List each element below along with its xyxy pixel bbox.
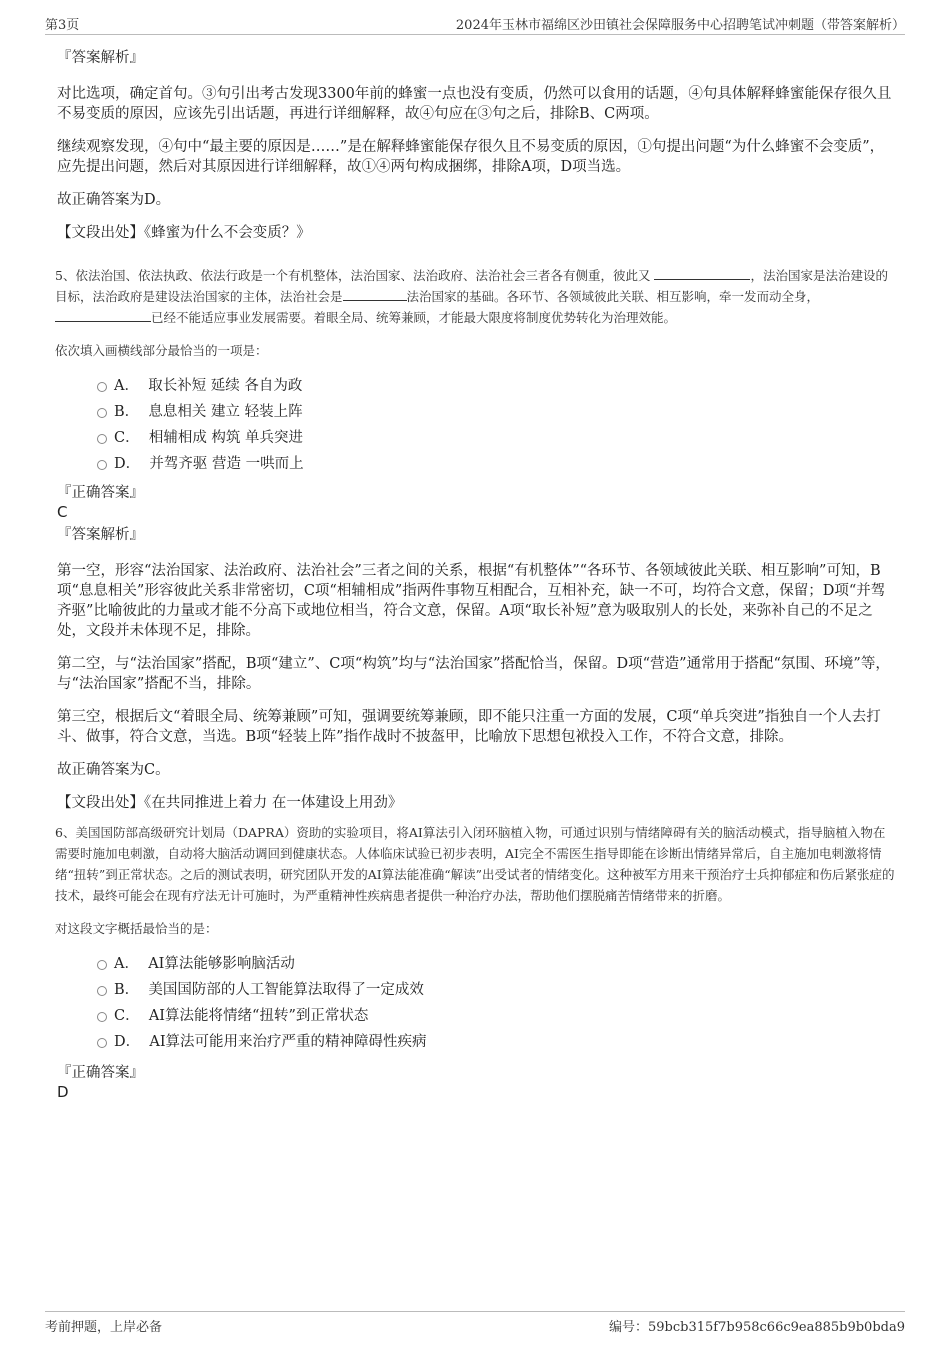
q5-prompt: 依次填入画横线部分最恰当的一项是： [55,343,268,358]
fill-blank-3 [55,307,151,322]
q5-option-d[interactable]: D． 并驾齐驱 营造 一哄而上 [57,451,897,477]
q6-option-a[interactable]: A． AI算法能够影响脑活动 [57,951,897,977]
q5-analysis-para1: 第一空，形容“法治国家、法治政府、法治社会”三者之间的关系，根据“有机整体”“各环节、各领域彼此关联、相互影响”可知，B项“息息相关”形容彼此关系非常密切，C项“相辅相成”指两件事物互相配合，互相补充，缺一不可，均符合文意，保留；D项“并驾齐驱”比喻彼此的力量或才能不分高下或地位相当，符合文意，保留。A项“取长补短”意为吸取别人的长处，来弥补自己的不足之处，文段并未体现不足，排除。 [57,563,886,639]
q5-correct-answer: C [57,503,68,521]
q6-correct-answer: D [57,1083,69,1101]
q6-option-b[interactable]: B． 美国国防部的人工智能算法取得了一定成效 [57,977,897,1003]
fill-blank-1 [654,265,750,280]
radio-button[interactable] [97,382,107,392]
footer-slogan: 考前押题，上岸必备 [45,1320,163,1335]
fill-blank-2 [343,286,407,301]
q4-analysis-para2: 继续观察发现，④句中“最主要的原因是……”是在解释蜂蜜能保存很久且不易变质的原因，①句提出问题“为什么蜂蜜不会变质”，应先提出问题，然后对其原因进行详细解释，故①④两句构成捆绑，排除A项，D项当选。 [57,139,885,175]
page-number: 第3页 [45,18,80,33]
q5-stem: 5、依法治国、依法执政、依法行政是一个有机整体，法治国家、法治政府、法治社会三者各有侧重，彼此又 ，法治国家是法治建设的目标，法治政府是建设法治国家的主体，法治社会是 法治国家的基础。各环节、各领域彼此关联、相互影响，牵一发而动全身，已经不能适应事业发展需要。着眼全局、统筹兼顾，才能最大限度将制度优势转化为治理效能。 [55,265,897,328]
q4-analysis-para1: 对比选项，确定首句。③句引出考古发现3300年前的蜂蜜一点也没有变质，仍然可以食用的话题，④句具体解释蜂蜜能保存很久且不易变质的原因，应该先引出话题，再进行详细解释，故④句应在③句之后，排除B、C两项。 [57,86,892,122]
q5-options [57,373,897,477]
radio-button[interactable] [97,1038,107,1048]
q5-analysis-heading: 『答案解析』 [57,527,144,543]
radio-button[interactable] [97,960,107,970]
q6-stem: 6、美国国防部高级研究计划局（DAPRA）资助的实验项目，将AI算法引入闭环脑植入物，可通过识别与情绪障碍有关的脑活动模式，指导脑植入物在需要时施加电刺激，自动将大脑活动调回到健康状态。人体临床试验已初步表明，AI完全不需医生指导即能在诊断出情绪异常后，自主施加电刺激将情绪“扭转”到正常状态。之后的测试表明，研究团队开发的AI算法能准确“解读”出受试者的情绪变化。这种被军方用来干预治疗士兵抑郁症和伤后紧张症的技术，最终可能会在现有疗法无计可施时，为严重精神性疾病患者提供一种治疗办法，帮助他们摆脱痛苦情绪带来的折磨。 [55,825,895,903]
q5-correct-heading: 『正确答案』 [57,485,144,501]
q5-conclusion: 故正确答案为C。 [57,762,170,778]
q4-source: 【文段出处】《蜂蜜为什么不会变质？》 [57,225,311,241]
q6-options [57,951,897,1055]
q6-correct-heading: 『正确答案』 [57,1065,144,1081]
q5-option-c[interactable]: C． 相辅相成 构筑 单兵突进 [57,425,897,451]
page-header [45,14,905,35]
q5-option-b[interactable]: B． 息息相关 建立 轻装上阵 [57,399,897,425]
radio-button[interactable] [97,434,107,444]
q6-option-d[interactable]: D． AI算法可能用来治疗严重的精神障碍性疾病 [57,1029,897,1055]
q6-option-c[interactable]: C． AI算法能将情绪“扭转”到正常状态 [57,1003,897,1029]
q6-prompt: 对这段文字概括最恰当的是： [55,921,218,936]
document-serial: 编号：59bcb315f7b958c66c9ea885b9b0bda9 [609,1320,905,1335]
radio-button[interactable] [97,1012,107,1022]
q5-source: 【文段出处】《在共同推进上着力 在一体建设上用劲》 [57,795,403,811]
q5-option-a[interactable]: A． 取长补短 延续 各自为政 [57,373,897,399]
page-footer [45,1311,905,1334]
radio-button[interactable] [97,460,107,470]
document-title: 2024年玉林市福绵区沙田镇社会保障服务中心招聘笔试冲刺题（带答案解析） [455,18,905,33]
q5-analysis-para2: 第二空，与“法治国家”搭配，B项“建立”、C项“构筑”均与“法治国家”搭配恰当，保留。D项“营造”通常用于搭配“氛围、环境”等，与“法治国家”搭配不当，排除。 [57,656,890,692]
radio-button[interactable] [97,408,107,418]
q5-analysis-para3: 第三空，根据后文“着眼全局、统筹兼顾”可知，强调要统筹兼顾，即不能只注重一方面的发展，C项“单兵突进”指独自一个人去打斗、做事，符合文意，当选。B项“轻装上阵”指作战时不披盔甲，比喻放下思想包袱投入工作，不符合文意，排除。 [57,709,881,745]
radio-button[interactable] [97,986,107,996]
q4-conclusion: 故正确答案为D。 [57,192,171,208]
page-content [57,44,897,1101]
q4-analysis-heading: 『答案解析』 [57,50,144,66]
